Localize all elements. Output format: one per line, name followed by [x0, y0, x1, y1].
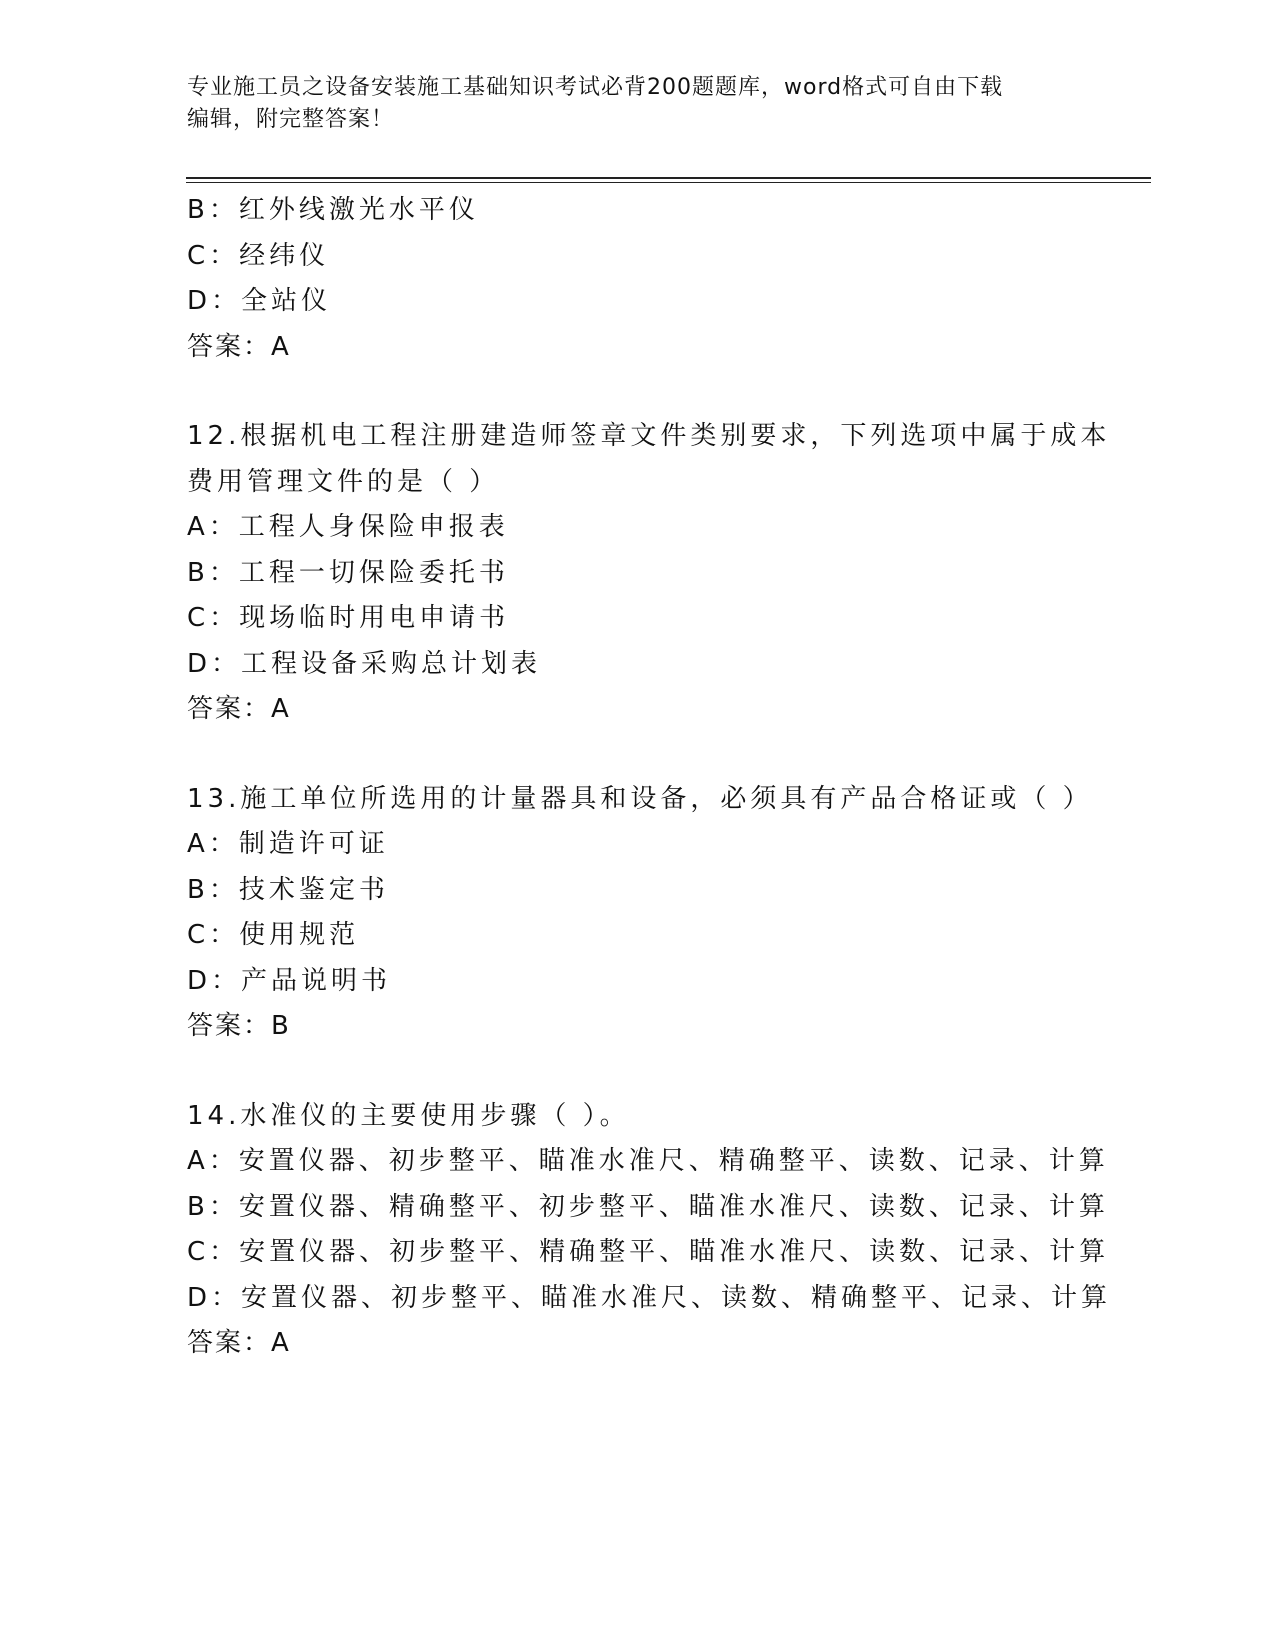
option-b: B：技术鉴定书 [187, 874, 389, 905]
option-d: D：工程设备采购总计划表 [187, 648, 542, 679]
question-text: 13.施工单位所选用的计量器具和设备，必须具有产品合格证或（ ） [187, 783, 1093, 814]
question-13 [187, 777, 1093, 1050]
document-header [187, 72, 1067, 136]
option-d: D：产品说明书 [187, 965, 392, 996]
option-c: C：经纬仪 [187, 240, 330, 271]
question-text: 14.水准仪的主要使用步骤（ ）。 [187, 1100, 630, 1131]
option-a: A：工程人身保险申报表 [187, 512, 509, 542]
question-list [187, 188, 1112, 1367]
option-a: A：安置仪器、初步整平、瞄准水准尺、精确整平、读数、记录、计算 [187, 1146, 1109, 1176]
answer-text: 答案：A [187, 1328, 291, 1358]
answer-text: 答案：A [187, 694, 291, 724]
question-text-line-2: 费用管理文件的是（ ） [187, 466, 500, 497]
question-14 [187, 1094, 1112, 1367]
header-line-1: 专业施工员之设备安装施工基础知识考试必背200题题库，word格式可自由下载 [187, 75, 1004, 100]
option-d: D：全站仪 [187, 286, 332, 316]
option-b: B：安置仪器、精确整平、初步整平、瞄准水准尺、读数、记录、计算 [187, 1191, 1109, 1222]
header-rule-thin [186, 182, 1151, 183]
answer-text: 答案：A [187, 331, 291, 362]
option-a: A：制造许可证 [187, 829, 389, 859]
option-b: B：红外线激光水平仪 [187, 195, 479, 225]
option-c: C：安置仪器、初步整平、精确整平、瞄准水准尺、读数、记录、计算 [187, 1237, 1110, 1267]
option-c: C：使用规范 [187, 920, 360, 950]
header-rule-thick [186, 177, 1151, 179]
question-11-remainder [187, 188, 1087, 370]
question-text-line-1: 12.根据机电工程注册建造师签章文件类别要求，下列选项中属于成本 [187, 421, 1111, 451]
answer-text: 答案：B [187, 1011, 291, 1041]
question-12 [187, 414, 1111, 733]
option-c: C：现场临时用电申请书 [187, 603, 510, 633]
option-d: D：安置仪器、初步整平、瞄准水准尺、读数、精确整平、记录、计算 [187, 1282, 1112, 1313]
option-b: B：工程一切保险委托书 [187, 557, 509, 588]
header-line-2: 编辑，附完整答案！ [187, 107, 395, 132]
